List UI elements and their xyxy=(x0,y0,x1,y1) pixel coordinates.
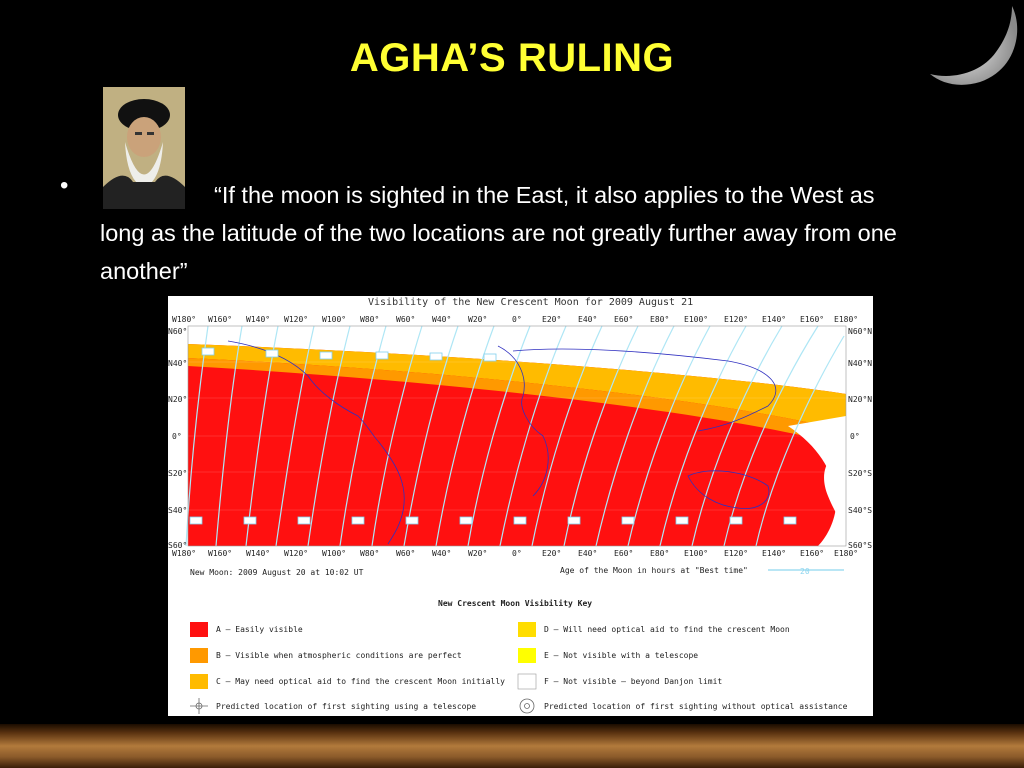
key-swatch-d xyxy=(518,622,536,637)
ruling-quote-text: “If the moon is sighted in the East, it also applies to the West as long as the latitude of the two locations are not greatly further away from one another” xyxy=(100,182,897,284)
visibility-map xyxy=(186,326,846,546)
lon-label: W40° xyxy=(432,549,452,558)
lon-label: W100° xyxy=(322,315,347,324)
lon-label: E60° xyxy=(614,315,634,324)
lon-label: W120° xyxy=(284,315,309,324)
lon-label: W100° xyxy=(322,549,347,558)
lon-label: E120° xyxy=(724,315,749,324)
lat-label: S60°S xyxy=(848,541,873,550)
age-text: Age of the Moon in hours at "Best time" xyxy=(560,566,748,575)
key-swatch-b xyxy=(190,648,208,663)
lat-label: N20° xyxy=(168,395,188,404)
lon-label: W20° xyxy=(468,315,488,324)
lat-label: N60° xyxy=(168,327,188,336)
lon-label: E180° xyxy=(834,315,859,324)
lat-label: N40° xyxy=(168,359,188,368)
naked-eye-note: Predicted location of first sighting without optical assistance xyxy=(544,702,848,711)
lon-label: E60° xyxy=(614,549,634,558)
latitude-labels-right xyxy=(848,327,872,550)
lon-label: W40° xyxy=(432,315,452,324)
lon-label: W160° xyxy=(208,549,233,558)
lon-label: W160° xyxy=(208,315,233,324)
lon-label: E80° xyxy=(650,315,670,324)
key-label: F – Not visible – beyond Danjon limit xyxy=(544,677,723,686)
latitude-labels-left xyxy=(168,327,187,550)
key-title: New Crescent Moon Visibility Key xyxy=(438,599,593,608)
key-label: E – Not visible with a telescope xyxy=(544,651,699,660)
lon-label: W60° xyxy=(396,549,416,558)
lon-label: W80° xyxy=(360,549,380,558)
lon-label: E160° xyxy=(800,549,825,558)
lat-label: 0° xyxy=(172,432,182,441)
visibility-key xyxy=(190,622,848,714)
lat-label: S40°S xyxy=(848,506,873,515)
age-sample: 20 xyxy=(800,567,810,576)
lat-label: 0° xyxy=(850,432,860,441)
key-swatch-e xyxy=(518,648,536,663)
lat-label: S40° xyxy=(168,506,188,515)
naked-eye-marker-icon xyxy=(520,699,534,713)
key-swatch-a xyxy=(190,622,208,637)
visibility-figure xyxy=(168,296,873,716)
slide-title: AGHA’S RULING xyxy=(349,36,675,80)
lon-label: W20° xyxy=(468,549,488,558)
lat-label: N40°N xyxy=(848,359,873,368)
lon-label: E100° xyxy=(684,315,709,324)
lat-label: S60° xyxy=(168,541,188,550)
longitude-labels-bottom xyxy=(172,549,858,558)
lon-label: E120° xyxy=(724,549,749,558)
lon-label: E40° xyxy=(578,549,598,558)
telescope-note: Predicted location of first sighting using a telescope xyxy=(216,702,477,711)
lat-label: S20°S xyxy=(848,469,873,478)
ruling-quote xyxy=(100,176,920,290)
lon-label: E20° xyxy=(542,549,562,558)
lon-label: W60° xyxy=(396,315,416,324)
bullet-marker: • xyxy=(60,172,69,199)
figure-title: Visibility of the New Crescent Moon for 2009 August 21 xyxy=(368,297,694,308)
key-swatch-f xyxy=(518,674,536,689)
lat-label: S20° xyxy=(168,469,188,478)
key-label: B – Visible when atmospheric conditions are perfect xyxy=(216,651,462,660)
key-swatch-c xyxy=(190,674,208,689)
lon-label: 0° xyxy=(512,549,522,558)
lon-label: W140° xyxy=(246,549,271,558)
lon-label: E140° xyxy=(762,315,787,324)
lon-label: W180° xyxy=(172,315,197,324)
lon-label: E100° xyxy=(684,549,709,558)
lon-label: E40° xyxy=(578,315,598,324)
lon-label: W80° xyxy=(360,315,380,324)
lon-label: E80° xyxy=(650,549,670,558)
lon-label: E20° xyxy=(542,315,562,324)
lat-label: N60°N xyxy=(848,327,873,336)
lon-label: E160° xyxy=(800,315,825,324)
lon-label: 0° xyxy=(512,315,522,324)
key-label: C – May need optical aid to find the crescent Moon initially xyxy=(216,677,505,686)
lon-label: W120° xyxy=(284,549,309,558)
lon-label: W140° xyxy=(246,315,271,324)
key-label: D – Will need optical aid to find the crescent Moon xyxy=(544,625,790,634)
lon-label: E140° xyxy=(762,549,787,558)
new-moon-text: New Moon: 2009 August 20 at 10:02 UT xyxy=(190,568,364,577)
footer-band xyxy=(0,724,1024,768)
lon-label: W180° xyxy=(172,549,197,558)
key-label: A – Easily visible xyxy=(216,625,303,634)
lon-label: E180° xyxy=(834,549,859,558)
telescope-marker-icon xyxy=(190,698,208,714)
lat-label: N20°N xyxy=(848,395,873,404)
longitude-labels-top xyxy=(172,315,858,324)
